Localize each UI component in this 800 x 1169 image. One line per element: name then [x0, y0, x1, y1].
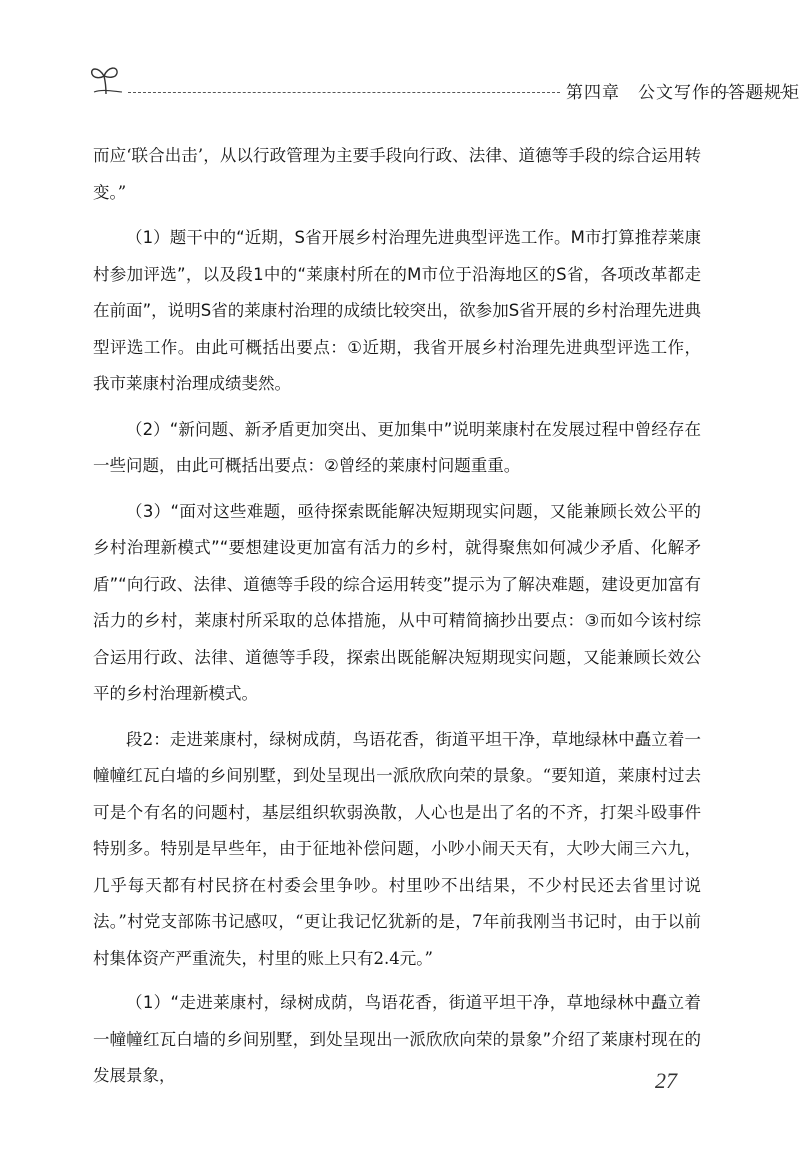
page-number: 27 — [655, 1068, 677, 1093]
analysis-point-4: （1）“走进莱康村，绿树成荫，鸟语花香，街道平坦干净，草地绿林中矗立着一幢幢红瓦白墙的乡间别墅，到处呈现出一派欣欣向荣的景象”介绍了莱康村现在的发展景象， — [93, 993, 701, 1085]
header-rule-left — [128, 92, 560, 93]
analysis-point-1: （1）题干中的“近期，S省开展乡村治理先进典型评选工作。M市打算推荐莱康村参加评选”，以及段1中的“莱康村所在的M市位于沿海地区的S省，各项改革都走在前面”，说明S省的莱康村治理的成绩比较突出，欲参加S省开展的乡村治理先进典型评选工作。由此可概括出要点：①近期，我省开展乡村治理先进典型评选工作，我市莱康村治理成绩斐然。 — [93, 228, 701, 393]
header-rule-right — [701, 92, 793, 93]
chapter-title: 第四章 公文写作的答题规矩 — [566, 83, 800, 103]
analysis-point-2: （2）“新问题、新矛盾更加突出、更加集中”说明莱康村在发展过程中曾经存在一些问题，由此可概括出要点：②曾经的莱康村问题重重。 — [93, 419, 701, 475]
page-body — [93, 138, 701, 1104]
page-header — [88, 62, 800, 103]
sprout-icon — [88, 62, 124, 96]
source-paragraph-2: 段2：走进莱康村，绿树成荫，鸟语花香，街道平坦干净，草地绿林中矗立着一幢幢红瓦白墙的乡间别墅，到处呈现出一派欣欣向荣的景象。“要知道，莱康村过去可是个有名的问题村，基层组织软弱涣散，人心也是出了名的不齐，打架斗殴事件特别多。特别是早些年，由于征地补偿问题，小吵小闹天天有，大吵大闹三六九，几乎每天都有村民挤在村委会里争吵。村里吵不出结果，不少村民还去省里讨说法。”村党支部陈书记感叹，“更让我记忆犹新的是，7年前我刚当书记时，由于以前村集体资产严重流失，村里的账上只有2.4元。” — [93, 729, 701, 968]
analysis-point-3: （3）“面对这些难题，亟待探索既能解决短期现实问题，又能兼顾长效公平的乡村治理新模式”“要想建设更加富有活力的乡村，就得聚焦如何减少矛盾、化解矛盾”“向行政、法律、道德等手段的综合运用转变”提示为了解决难题，建设更加富有活力的乡村，莱康村所采取的总体措施，从中可精简摘抄出要点：③而如今该村综合运用行政、法律、道德等手段，探索出既能解决短期现实问题，又能兼顾长效公平的乡村治理新模式。 — [93, 501, 701, 703]
paragraph-continuation: 而应‘联合出击’，从以行政管理为主要手段向行政、法律、道德等手段的综合运用转变。” — [93, 146, 701, 202]
